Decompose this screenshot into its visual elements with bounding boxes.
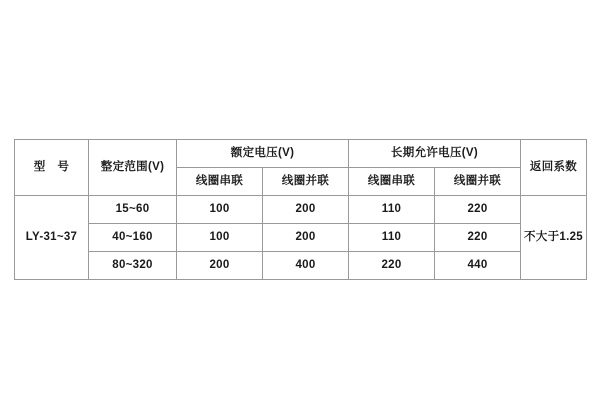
table-header-row-1 (15, 140, 587, 168)
cell-rated-parallel: 200 (263, 224, 349, 252)
table-row (15, 224, 587, 252)
cell-rated-series: 200 (177, 252, 263, 280)
cell-long-parallel: 220 (435, 224, 521, 252)
cell-rated-parallel: 400 (263, 252, 349, 280)
cell-range: 15~60 (89, 196, 177, 224)
cell-long-series: 110 (349, 224, 435, 252)
cell-long-parallel: 440 (435, 252, 521, 280)
header-long-parallel: 线圈并联 (435, 168, 521, 196)
specification-table (14, 139, 587, 280)
cell-range: 80~320 (89, 252, 177, 280)
cell-rated-series: 100 (177, 224, 263, 252)
header-long-series: 线圈串联 (349, 168, 435, 196)
header-return-coefficient: 返回系数 (521, 140, 587, 196)
cell-range: 40~160 (89, 224, 177, 252)
header-rated-series: 线圈串联 (177, 168, 263, 196)
table-row (15, 252, 587, 280)
cell-long-series: 220 (349, 252, 435, 280)
cell-model-value: LY-31~37 (15, 196, 89, 280)
header-rated-parallel: 线圈并联 (263, 168, 349, 196)
cell-rated-parallel: 200 (263, 196, 349, 224)
header-long-term-voltage: 长期允许电压(V) (349, 140, 521, 168)
header-model: 型 号 (15, 140, 89, 196)
cell-long-parallel: 220 (435, 196, 521, 224)
header-rated-voltage: 额定电压(V) (177, 140, 349, 168)
header-setting-range: 整定范围(V) (89, 140, 177, 196)
cell-rated-series: 100 (177, 196, 263, 224)
table-row (15, 196, 587, 224)
cell-return-value: 不大于1.25 (521, 196, 587, 280)
cell-long-series: 110 (349, 196, 435, 224)
